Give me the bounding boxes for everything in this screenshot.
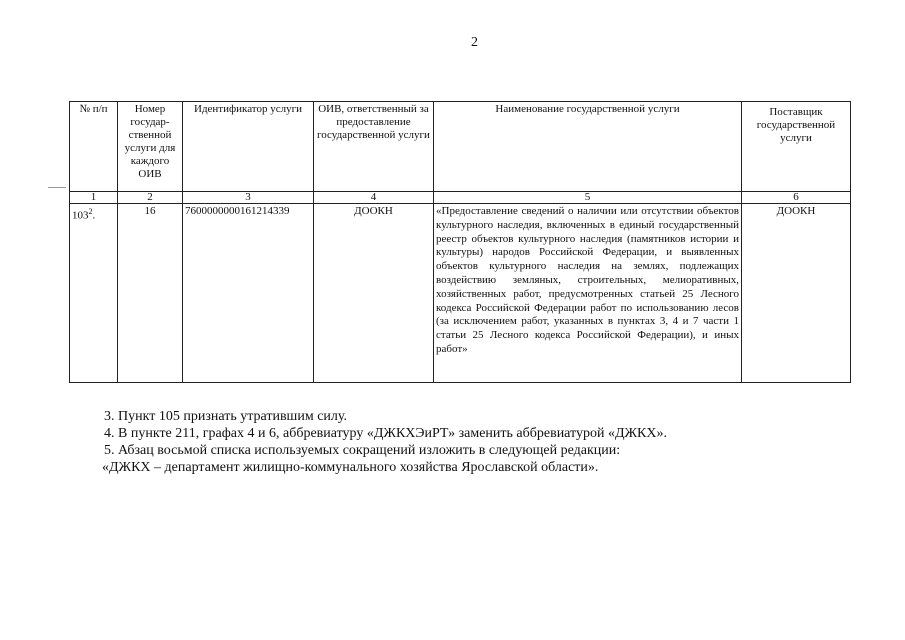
header-responsible: ОИВ, ответственный за предоставление государственной услуги <box>314 102 434 192</box>
column-number: 6 <box>742 192 851 204</box>
column-number: 3 <box>183 192 314 204</box>
header-service-number: Номер государ-ственной услуги для каждого ОИВ <box>118 102 183 192</box>
page-number: 2 <box>471 35 478 50</box>
row-index-suffix: . <box>92 209 96 222</box>
scan-margin-mark <box>48 187 66 188</box>
row-responsible: ДООКН <box>314 204 434 383</box>
amendment-paragraph: 4. В пункте 211, графах 4 и 6, аббревиатуру «ДЖКХЭиРТ» заменить аббревиатурой «ДЖКХ». <box>104 426 668 441</box>
row-service-number: 16 <box>118 204 183 383</box>
row-index <box>70 204 118 383</box>
column-number: 1 <box>70 192 118 204</box>
amendment-paragraph: 3. Пункт 105 признать утратившим силу. <box>104 409 347 424</box>
amendment-paragraph: 5. Абзац восьмой списка используемых сокращений изложить в следующей редакции: <box>104 443 621 458</box>
column-number: 4 <box>314 192 434 204</box>
services-table <box>69 101 851 383</box>
table-row <box>70 204 851 383</box>
row-service-name: «Предоставление сведений о наличии или отсутствии объектов культурного наследия, включенных в единый государственный реестр объектов культурного наследия (памятников истории и культуры) народов Российской Федерации, и выявленных объектов культурного наследия на землях, подлежащих воздействию земляных, строительных, мелиоративных, хозяйственных работ, предусмотренных статьей 25 Лесного кодекса Российской Федерации работ по использованию лесов (за исключением работ, указанных в пунктах 3, 4 и 7 части 1 статьи 25 Лесного кодекса Российской Федерации), и иных работ» <box>434 204 742 383</box>
header-service-name: Наименование государственной услуги <box>434 102 742 192</box>
amendment-paragraph: «ДЖКХ – департамент жилищно-коммунального хозяйства Ярославской области». <box>102 460 599 475</box>
header-provider: Поставщик государственной услуги <box>742 102 851 192</box>
row-identifier: 7600000000161214339 <box>183 204 314 383</box>
column-number: 5 <box>434 192 742 204</box>
row-provider: ДООКН <box>742 204 851 383</box>
header-identifier: Идентификатор услуги <box>183 102 314 192</box>
row-index-superscript: 2 <box>88 207 93 216</box>
column-number: 2 <box>118 192 183 204</box>
table-header-row <box>70 102 851 192</box>
header-index: № п/п <box>70 102 118 192</box>
row-index-base: 103 <box>72 209 89 222</box>
amendments-text <box>104 408 667 476</box>
column-number-row <box>70 192 851 204</box>
